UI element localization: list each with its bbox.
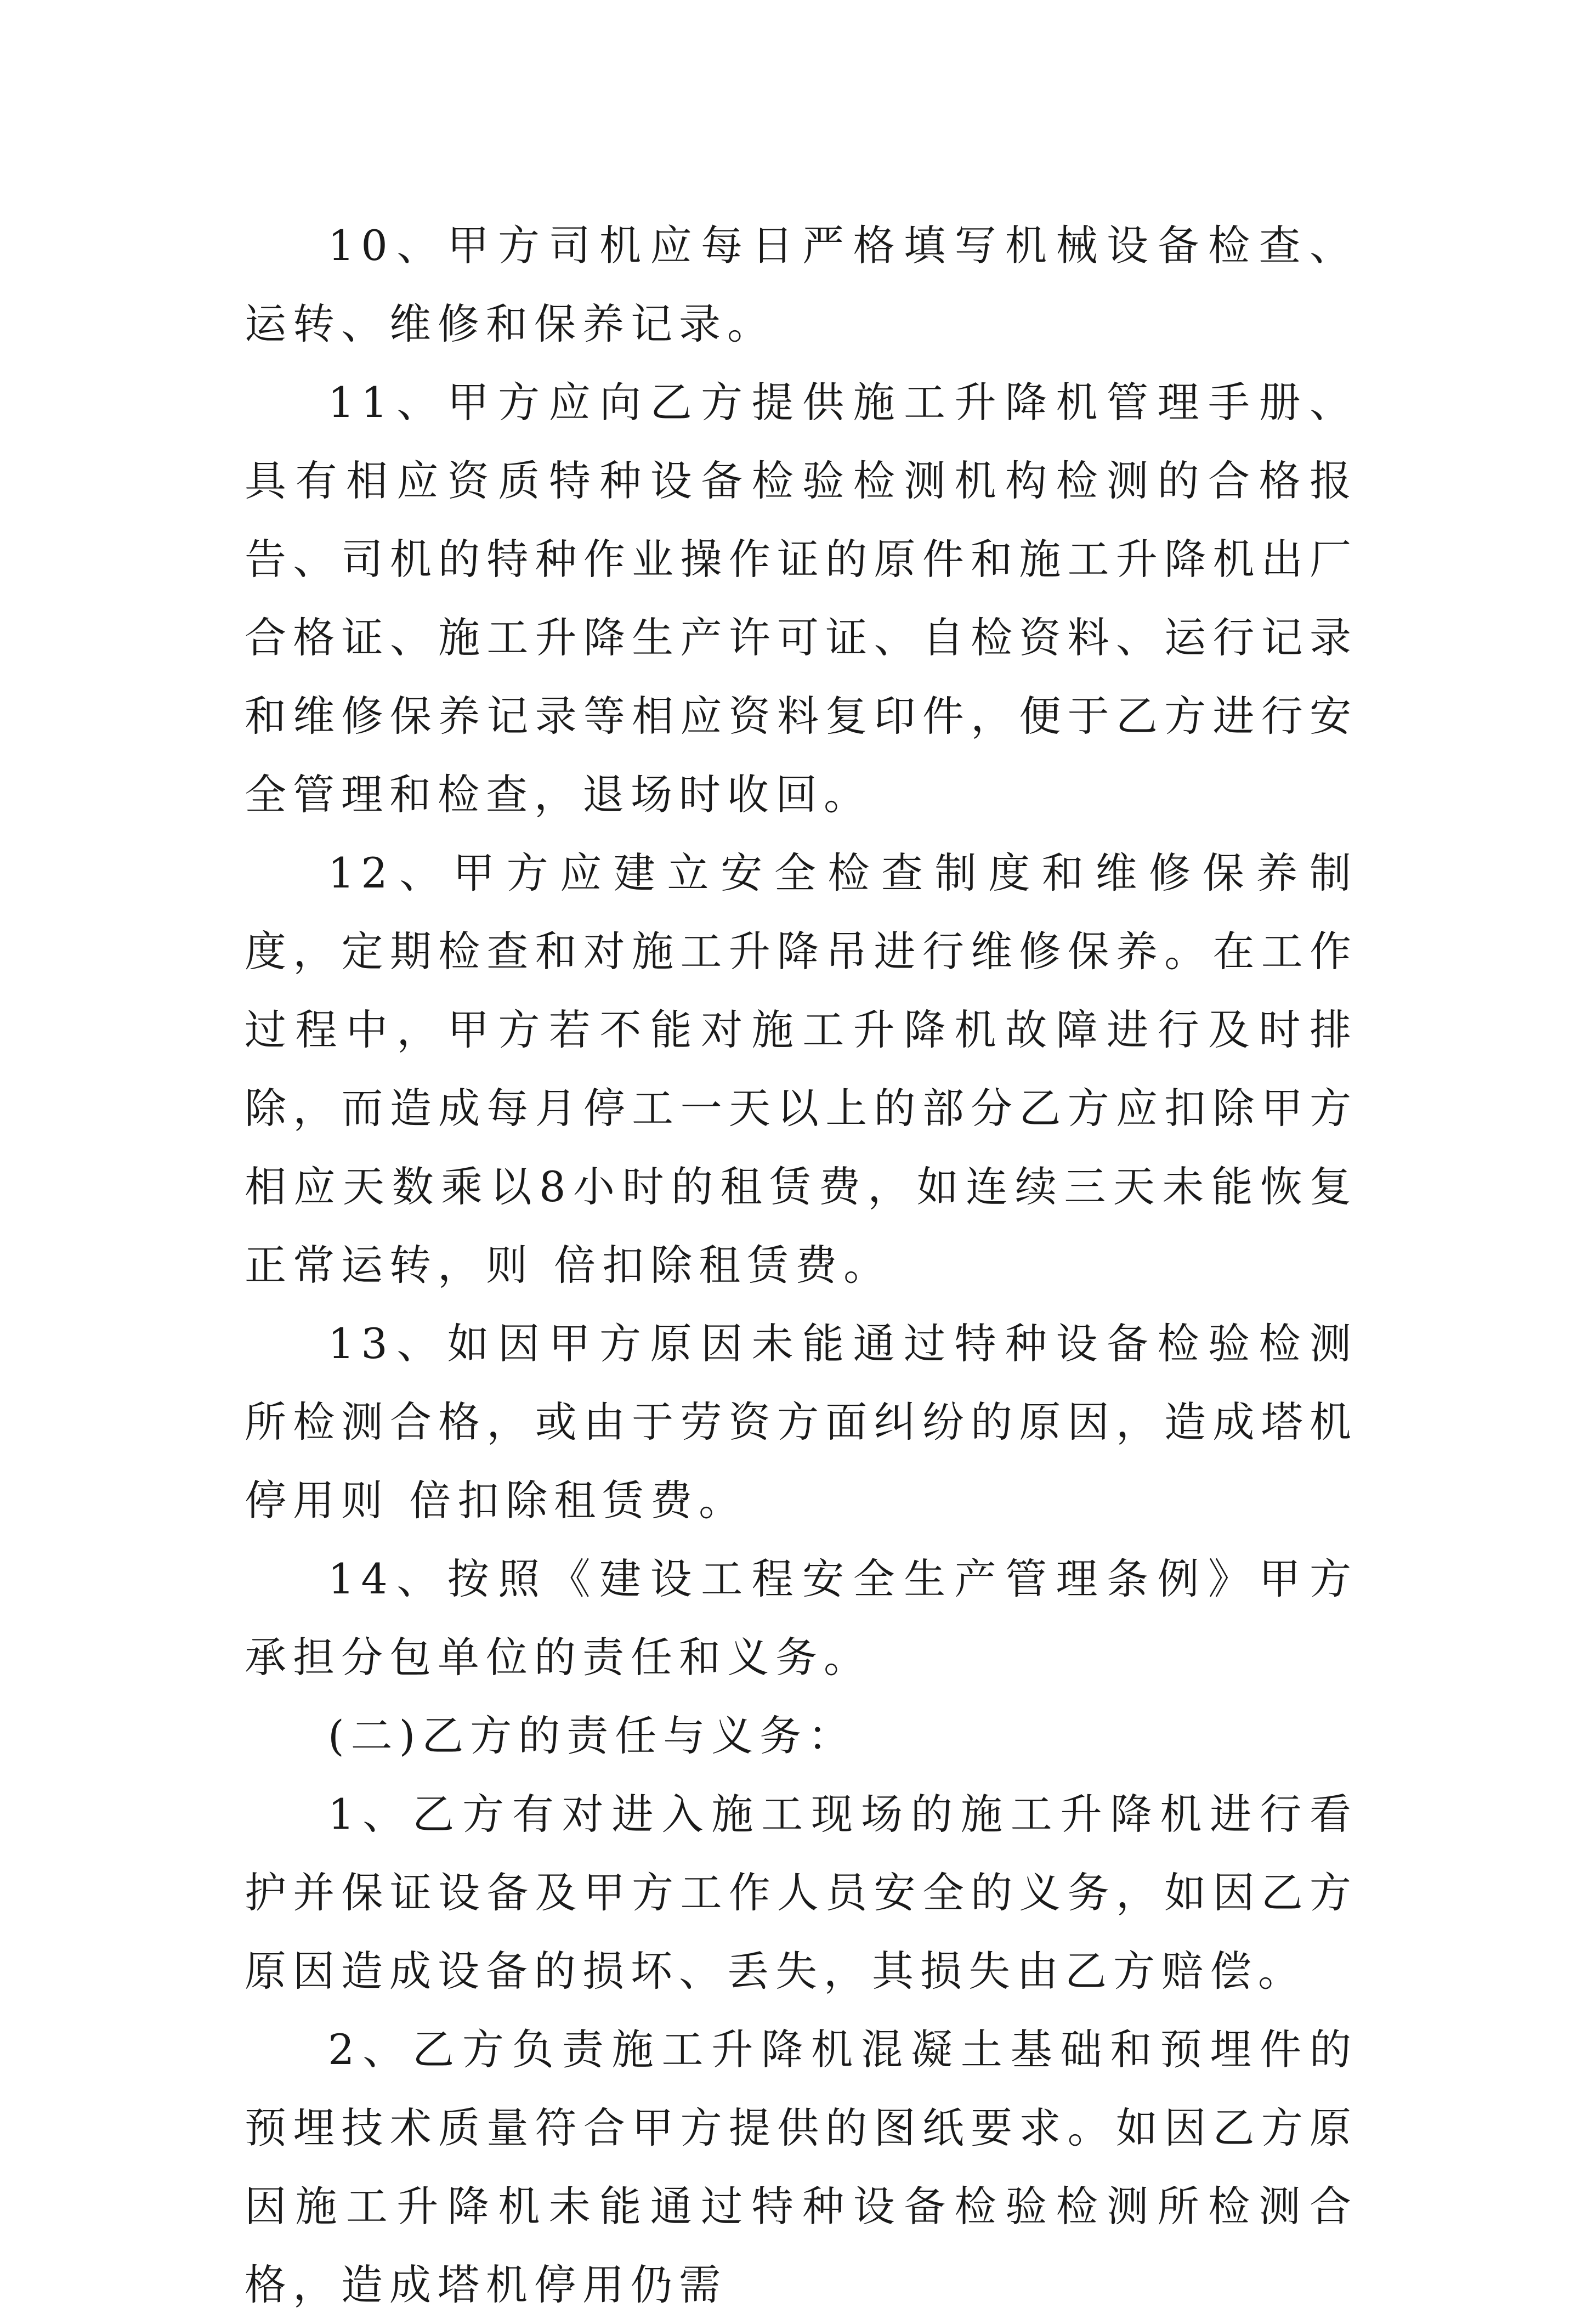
section-heading-party-b: (二)乙方的责任与义务：	[328, 1711, 857, 1760]
paragraph-11: 11、甲方应向乙方提供施工升降机管理手册、具有相应资质特种设备检验检测机构检测的合格报告、司机的特种作业操作证的原件和施工升降机出厂合格证、施工升降生产许可证、自检资料、运行记录和维修保养记录等相应资料复印件，便于乙方进行安全管理和检查，退场时收回。	[245, 378, 1358, 819]
paragraph-10: 10、甲方司机应每日严格填写机械设备检查、运转、维修和保养记录。	[245, 221, 1358, 348]
paragraph-13: 13、如因甲方原因未能通过特种设备检验检测所检测合格，或由于劳资方面纠纷的原因，造成塔机停用则 倍扣除租赁费。	[245, 1319, 1358, 1525]
paragraph-b1: 1、乙方有对进入施工现场的施工升降机进行看护并保证设备及甲方工作人员安全的义务，如因乙方原因造成设备的损坏、丢失，其损失由乙方赔偿。	[245, 1790, 1358, 1995]
paragraph-12: 12、甲方应建立安全检查制度和维修保养制度，定期检查和对施工升降吊进行维修保养。在工作过程中，甲方若不能对施工升降机故障进行及时排除，而造成每月停工一天以上的部分乙方应扣除甲方相应天数乘以8小时的租赁费，如连续三天未能恢复正常运转，则 倍扣除租赁费。	[245, 849, 1358, 1290]
paragraph-b2: 2、乙方负责施工升降机混凝土基础和预埋件的预埋技术质量符合甲方提供的图纸要求。如因乙方原因施工升降机未能通过特种设备检验检测所检测合格，造成塔机停用仍需	[245, 2025, 1358, 2309]
document-body	[245, 206, 1358, 2324]
paragraph-14: 14、按照《建设工程安全生产管理条例》甲方承担分包单位的责任和义务。	[245, 1554, 1358, 1682]
